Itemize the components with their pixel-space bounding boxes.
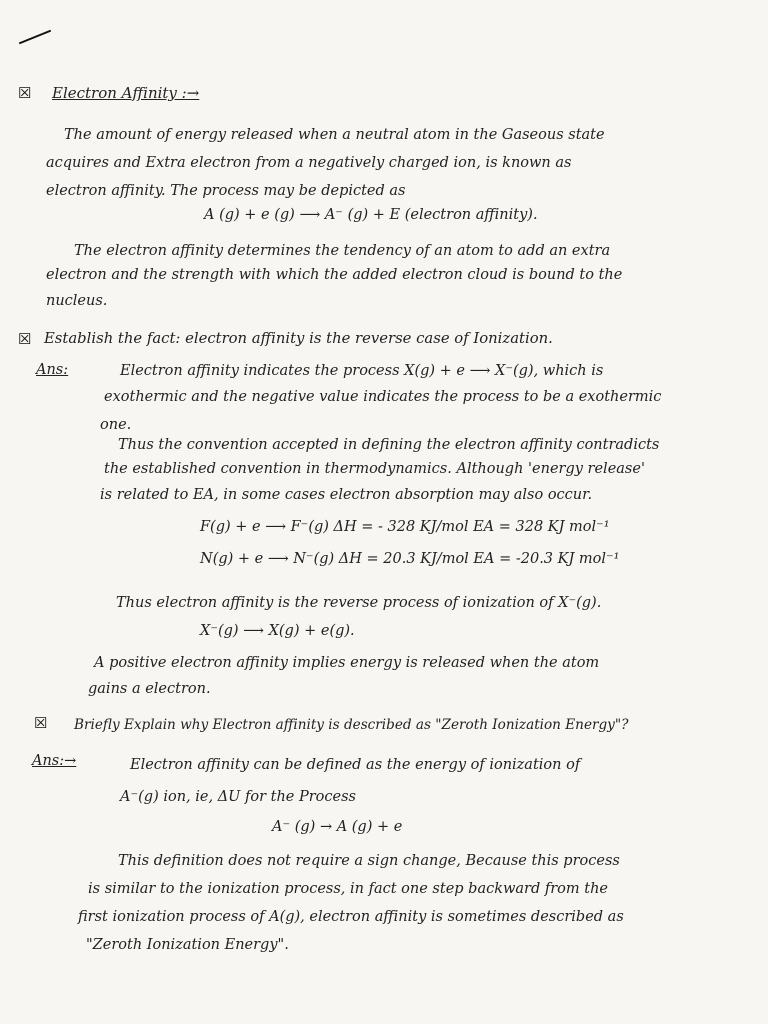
s3-line-4: This definition does not require a sign change, Because this process — [118, 853, 620, 869]
s2-line-12: gains a electron. — [88, 681, 211, 697]
s2-line-5: the established convention in thermodynamics. Although 'energy release' — [104, 461, 645, 477]
s3-line-1: Electron affinity can be defined as the energy of ionization of — [130, 757, 581, 773]
s2-line-3: one. — [100, 417, 132, 433]
s2-reaction-fluorine: F(g) + e ⟶ F⁻(g) ΔH = - 328 KJ/mol EA = 328 KJ mol⁻¹ — [200, 519, 610, 535]
s1-equation: A (g) + e (g) ⟶ A⁻ (g) + E (electron affinity). — [204, 207, 538, 223]
s1-line-5: The electron affinity determines the tendency of an atom to add an extra — [74, 243, 611, 259]
s2-line-1: Electron affinity indicates the process X(g) + e ⟶ X⁻(g), which is — [120, 363, 604, 379]
s3-line-5: is similar to the ionization process, in fact one step backward from the — [88, 881, 609, 897]
ans-label-3: Ans:→ — [32, 753, 77, 769]
heading-zeroth-ionization: Briefly Explain why Electron affinity is described as "Zeroth Ionization Energy"? — [74, 717, 629, 733]
s1-line-6: electron and the strength with which the added electron cloud is bound to the — [46, 267, 623, 283]
pen-stroke-mark — [19, 30, 51, 45]
ans-label-2: Ans: — [36, 362, 69, 378]
checkbox-marker-1: ☒ — [18, 84, 32, 102]
s2-line-9: Thus electron affinity is the reverse process of ionization of X⁻(g). — [116, 595, 602, 611]
s1-line-1: The amount of energy released when a neutral atom in the Gaseous state — [64, 127, 605, 143]
s3-line-6: first ionization process of A(g), electron affinity is sometimes described as — [78, 909, 624, 925]
s3-line-2: A⁻(g) ion, ie, ΔU for the Process — [120, 789, 356, 805]
s2-line-2: exothermic and the negative value indicates the process to be a exothermic — [104, 389, 662, 405]
s2-reaction-nitrogen: N(g) + e ⟶ N⁻(g) ΔH = 20.3 KJ/mol EA = -20.3 KJ mol⁻¹ — [200, 551, 620, 567]
heading-electron-affinity: Electron Affinity :→ — [52, 84, 200, 102]
s1-line-2: acquires and Extra electron from a negatively charged ion, is known as — [46, 155, 572, 171]
s2-line-11: A positive electron affinity implies energy is released when the atom — [94, 655, 600, 671]
s1-line-7: nucleus. — [46, 293, 108, 309]
s3-equation: A⁻ (g) → A (g) + e — [272, 819, 403, 835]
checkbox-marker-2: ☒ — [18, 330, 32, 348]
heading-establish-fact: Establish the fact: electron affinity is the reverse case of Ionization. — [44, 330, 553, 347]
s1-line-3: electron affinity. The process may be depicted as — [46, 183, 406, 199]
s3-line-7: "Zeroth Ionization Energy". — [86, 937, 289, 953]
s2-line-6: is related to EA, in some cases electron absorption may also occur. — [100, 487, 593, 503]
checkbox-marker-3: ☒ — [34, 714, 48, 732]
s2-line-4: Thus the convention accepted in defining the electron affinity contradicts — [118, 437, 660, 453]
s2-equation-reverse: X⁻(g) ⟶ X(g) + e(g). — [200, 623, 355, 639]
